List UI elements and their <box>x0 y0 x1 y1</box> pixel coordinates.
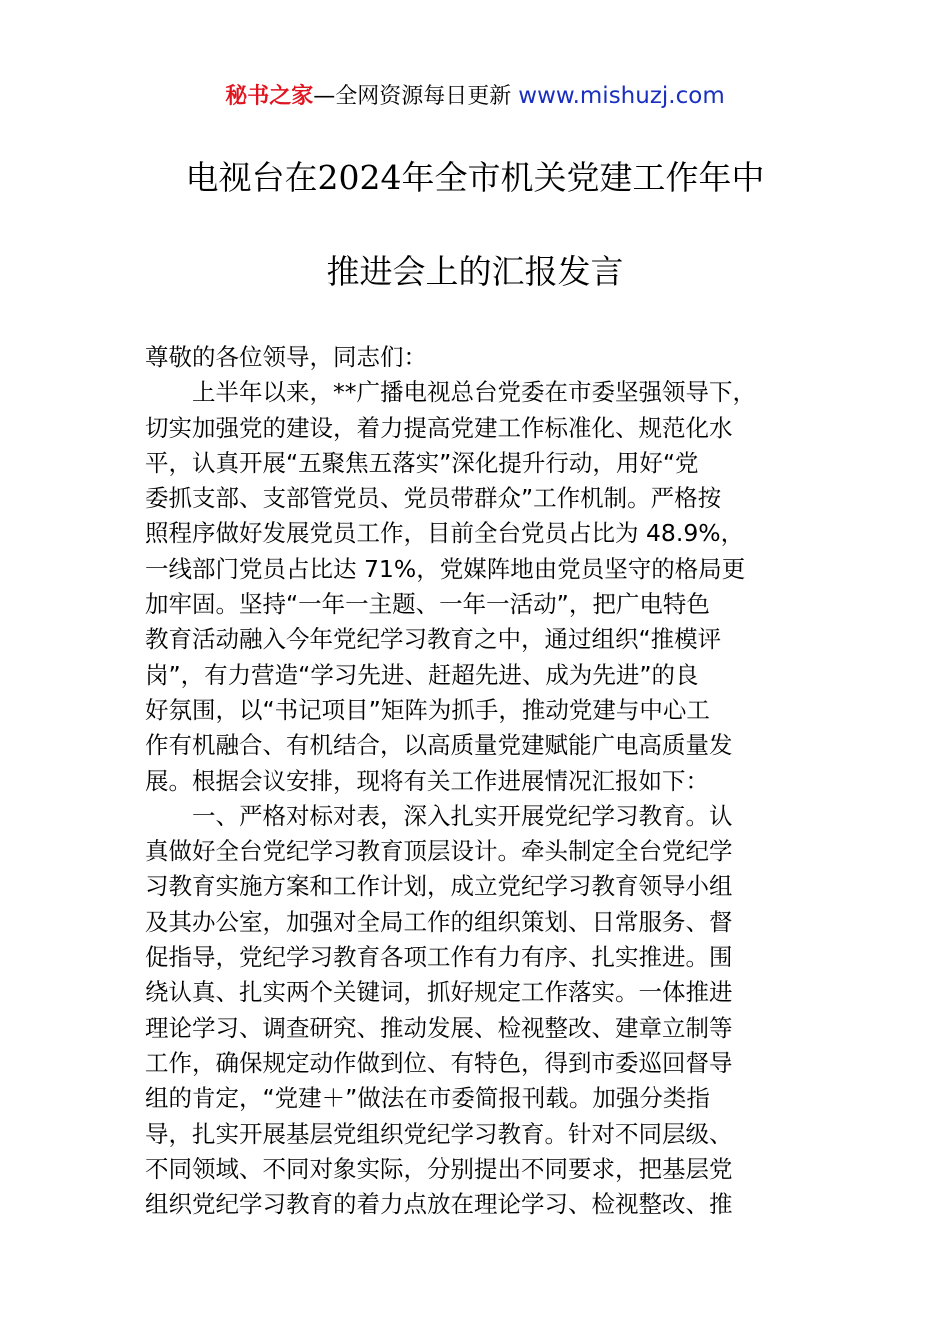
body-line: 组织党纪学习教育的着力点放在理论学习、检视整改、推 <box>145 1190 733 1219</box>
body-line: 习教育实施方案和工作计划，成立党纪学习教育领导小组 <box>145 872 733 901</box>
body-line: 上半年以来，**广播电视总台党委在市委坚强领导下， <box>145 378 756 407</box>
document-title-line-2: 推进会上的汇报发言 <box>326 252 624 291</box>
body-line: 工作，确保规定动作做到位、有特色，得到市委巡回督导 <box>145 1048 733 1077</box>
body-line: 教育活动融入今年党纪学习教育之中，通过组织“推模评 <box>145 625 722 654</box>
site-url-link[interactable]: www.mishuzj.com <box>518 83 725 109</box>
body-line: 委抓支部、支部管党员、党员带群众”工作机制。严格按 <box>145 484 722 513</box>
document-body <box>145 340 815 1222</box>
body-line: 照程序做好发展党员工作，目前全台党员占比为 48.9%， <box>145 519 745 548</box>
body-line: 平，认真开展“五聚焦五落实”深化提升行动，用好“党 <box>145 448 699 477</box>
body-line: 理论学习、调查研究、推动发展、检视整改、建章立制等 <box>145 1013 733 1042</box>
body-line-section-heading: 一、严格对标对表，深入扎实开展党纪学习教育。认 <box>145 801 733 830</box>
body-line: 一线部门党员占比达 71%，党媒阵地由党员坚守的格局更 <box>145 554 746 583</box>
body-line-salutation: 尊敬的各位领导，同志们： <box>145 343 427 371</box>
body-line: 不同领域、不同对象实际，分别提出不同要求，把基层党 <box>145 1154 733 1183</box>
header-tagline: —全网资源每日更新 <box>313 84 519 109</box>
body-line: 真做好全台党纪学习教育顶层设计。牵头制定全台党纪学 <box>145 837 733 866</box>
body-line: 组的肯定，“党建＋”做法在市委简报刊载。加强分类指 <box>145 1084 710 1113</box>
document-title-line-1: 电视台在2024年全市机关党建工作年中 <box>185 158 765 197</box>
body-line: 导，扎实开展基层党组织党纪学习教育。针对不同层级、 <box>145 1119 733 1148</box>
body-line: 作有机融合、有机结合，以高质量党建赋能广电高质量发 <box>145 731 733 760</box>
brand-name: 秘书之家 <box>225 84 314 109</box>
body-line: 岗”，有力营造“学习先进、赶超先进、成为先进”的良 <box>145 660 699 689</box>
body-line: 绕认真、扎实两个关键词，抓好规定工作落实。一体推进 <box>145 978 733 1007</box>
body-line: 促指导，党纪学习教育各项工作有力有序、扎实推进。围 <box>145 943 733 972</box>
body-line: 及其办公室，加强对全局工作的组织策划、日常服务、督 <box>145 907 733 936</box>
site-header <box>0 80 950 113</box>
body-line: 好氛围，以“书记项目”矩阵为抓手，推动党建与中心工 <box>145 695 710 724</box>
body-line: 加牢固。坚持“一年一主题、一年一活动”，把广电特色 <box>145 590 710 619</box>
body-line: 切实加强党的建设，着力提高党建工作标准化、规范化水 <box>145 413 733 442</box>
body-line: 展。根据会议安排，现将有关工作进展情况汇报如下： <box>145 766 709 795</box>
